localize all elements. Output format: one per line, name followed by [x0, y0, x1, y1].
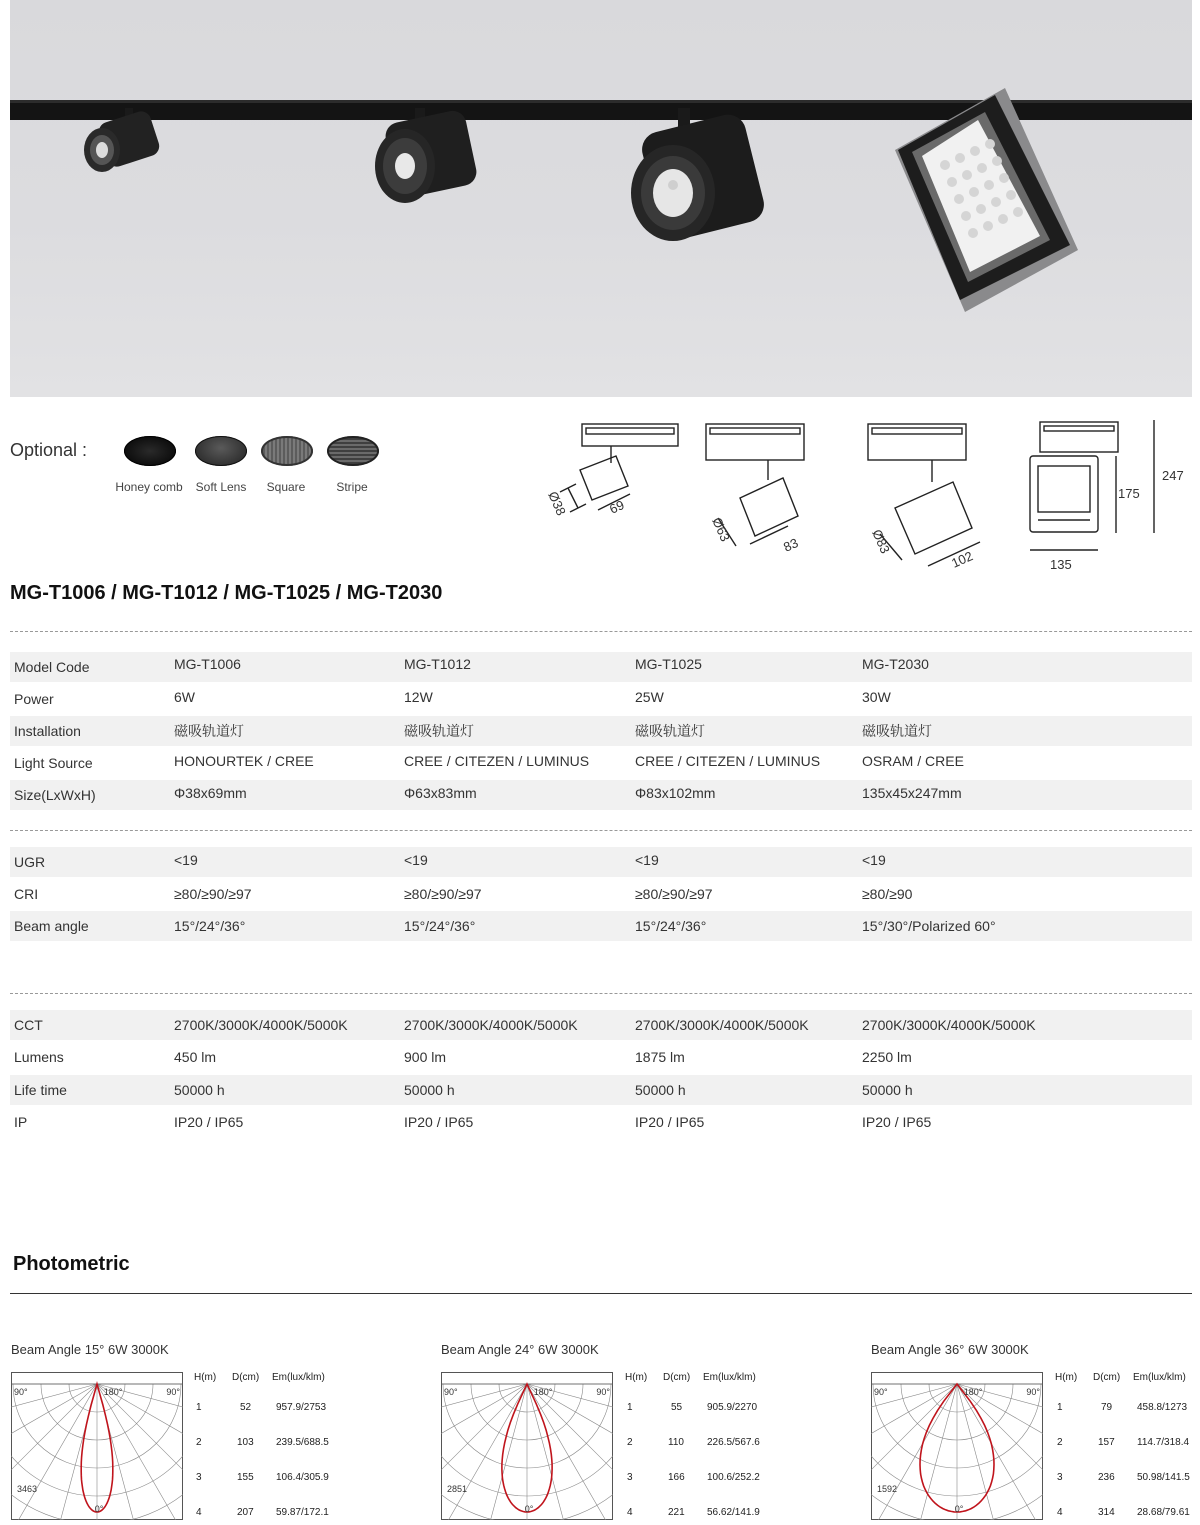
polar-label-bottom: 0° [94, 1504, 104, 1514]
table-cell: 2 [1057, 1437, 1063, 1448]
spec-value: 2250 lm [862, 1049, 912, 1065]
table-cell: 3 [1057, 1472, 1063, 1483]
spec-row-life-time [10, 1075, 1192, 1105]
spec-value: 25W [635, 689, 664, 705]
photometric-rule [10, 1293, 1192, 1294]
dim-t2030-height-small: 175 [1118, 486, 1140, 501]
polar-peak-value: 2851 [447, 1484, 468, 1494]
lens-label-honeycomb: Honey comb [115, 480, 183, 494]
polar-peak-value: 3463 [17, 1484, 38, 1494]
spec-label: CRI [14, 886, 39, 902]
spec-value: ≥80/≥90/≥97 [174, 886, 252, 902]
polar-diagram-24 [441, 1372, 613, 1520]
spec-row-beam-angle [10, 911, 1192, 941]
spec-value: 1875 lm [635, 1049, 685, 1065]
table-cell: 957.9/2753 [276, 1402, 327, 1413]
polar-label-bottom: 0° [954, 1504, 964, 1514]
spec-label: Power [14, 691, 54, 707]
spec-label: IP [14, 1114, 28, 1130]
table-cell: 106.4/305.9 [276, 1472, 329, 1483]
table-cell: 458.8/1273 [1137, 1402, 1188, 1413]
spec-value: ≥80/≥90/≥97 [635, 886, 713, 902]
spec-value: 磁吸轨道灯 [174, 723, 244, 739]
spec-value: 15°/24°/36° [174, 918, 246, 934]
honeycomb-lens-icon [124, 436, 176, 466]
table-cell: 1 [1057, 1402, 1063, 1413]
beam-title-36: Beam Angle 36° 6W 3000K [871, 1342, 1029, 1357]
square-lens-icon [261, 436, 313, 466]
spec-row-model-code [10, 652, 1192, 682]
spec-label: CCT [14, 1017, 43, 1033]
table-cell: 1 [627, 1402, 633, 1413]
spec-value: <19 [404, 852, 428, 868]
polar-label-right: 90° [166, 1387, 180, 1397]
spec-label: Size(LxWxH) [14, 787, 96, 803]
col-header-em: Em(lux/klm) [1133, 1372, 1186, 1383]
spec-value: ≥80/≥90/≥97 [404, 886, 482, 902]
lens-label-soft: Soft Lens [195, 480, 247, 494]
lens-label-square: Square [266, 480, 306, 494]
spec-row-power [10, 684, 1192, 714]
table-cell: 2 [627, 1437, 633, 1448]
dim-t1012-length: 83 [781, 535, 801, 555]
divider [10, 830, 1192, 831]
col-header-d: D(cm) [663, 1372, 691, 1383]
dim-t1006-diameter: Ø38 [545, 489, 569, 518]
spec-value: MG-T1006 [174, 656, 241, 672]
col-header-d: D(cm) [232, 1372, 260, 1383]
table-cell: 56.62/141.9 [707, 1507, 760, 1518]
soft-lens-icon [195, 436, 247, 466]
polar-label-right: 90° [596, 1387, 610, 1397]
spec-value: <19 [635, 852, 659, 868]
spec-value: 2700K/3000K/4000K/5000K [635, 1017, 809, 1033]
spec-value: 磁吸轨道灯 [862, 723, 932, 739]
photometric-table-24 [625, 1372, 775, 1522]
polar-label-top: 180° [533, 1387, 553, 1397]
table-cell: 110 [668, 1437, 684, 1448]
spec-value: 15°/24°/36° [635, 918, 707, 934]
table-cell: 157 [1098, 1437, 1115, 1448]
spec-value: 15°/24°/36° [404, 918, 476, 934]
spec-value: MG-T1012 [404, 656, 471, 672]
table-cell: 4 [627, 1507, 633, 1518]
dim-t2030-width: 135 [1050, 557, 1072, 572]
spec-value: Φ63x83mm [404, 785, 477, 801]
beam-title-24: Beam Angle 24° 6W 3000K [441, 1342, 599, 1357]
spec-value: IP20 / IP65 [635, 1114, 705, 1130]
spec-value: 2700K/3000K/4000K/5000K [862, 1017, 1036, 1033]
spec-row-ugr [10, 847, 1192, 877]
polar-label-left: 90° [444, 1387, 458, 1397]
col-header-em: Em(lux/klm) [272, 1372, 325, 1383]
dim-t1025-diameter: Ø83 [869, 527, 893, 556]
spec-value: 磁吸轨道灯 [635, 723, 705, 739]
spec-value: MG-T1025 [635, 656, 702, 672]
spec-value: Φ38x69mm [174, 785, 247, 801]
spec-value: 15°/30°/Polarized 60° [862, 918, 996, 934]
table-cell: 100.6/252.2 [707, 1472, 760, 1483]
dim-t2030-height-total: 247 [1162, 468, 1184, 483]
spec-value: 50000 h [174, 1082, 225, 1098]
spec-value: 2700K/3000K/4000K/5000K [404, 1017, 578, 1033]
spec-label: UGR [14, 854, 46, 870]
photometric-table-15 [194, 1372, 344, 1522]
dim-t1025-length: 102 [949, 548, 976, 571]
model-title: MG-T1006 / MG-T1012 / MG-T1025 / MG-T2030 [10, 582, 443, 604]
beam-title-15: Beam Angle 15° 6W 3000K [11, 1342, 169, 1357]
photometric-title: Photometric [13, 1253, 130, 1275]
polar-label-right: 90° [1026, 1387, 1040, 1397]
polar-label-left: 90° [14, 1387, 28, 1397]
spec-row-installation [10, 716, 1192, 746]
lens-label-stripe: Stripe [336, 480, 368, 494]
table-cell: 226.5/567.6 [707, 1437, 760, 1448]
spec-value: 12W [404, 689, 433, 705]
spec-value: 50000 h [404, 1082, 455, 1098]
col-header-h: H(m) [1055, 1372, 1078, 1383]
dim-t1006-length: 69 [607, 497, 627, 517]
spec-value: HONOURTEK / CREE [174, 753, 314, 769]
spec-value: 50000 h [862, 1082, 913, 1098]
polar-label-top: 180° [103, 1387, 123, 1397]
photometric-table-36 [1055, 1372, 1195, 1522]
spec-value: 135x45x247mm [862, 785, 962, 801]
table-cell: 79 [1101, 1402, 1113, 1413]
table-cell: 221 [668, 1507, 685, 1518]
table-cell: 59.87/172.1 [276, 1507, 329, 1518]
spec-value: 450 lm [174, 1049, 217, 1065]
polar-diagram-15 [11, 1372, 183, 1520]
polar-label-top: 180° [963, 1387, 983, 1397]
spec-value: 磁吸轨道灯 [404, 723, 474, 739]
spec-row-size [10, 780, 1192, 810]
table-cell: 207 [237, 1507, 254, 1518]
spec-value: <19 [862, 852, 886, 868]
spec-value: ≥80/≥90 [862, 886, 913, 902]
spec-label: Installation [14, 723, 81, 739]
spec-value: IP20 / IP65 [174, 1114, 244, 1130]
spec-value: <19 [174, 852, 198, 868]
table-cell: 50.98/141.5 [1137, 1472, 1190, 1483]
spec-value: 6W [174, 689, 195, 705]
col-header-h: H(m) [625, 1372, 648, 1383]
table-cell: 4 [1057, 1507, 1063, 1518]
table-cell: 905.9/2270 [707, 1402, 758, 1413]
hero-product-image [10, 0, 1192, 397]
table-cell: 3 [627, 1472, 633, 1483]
spec-row-ip [10, 1107, 1192, 1137]
spec-row-lumens [10, 1042, 1192, 1072]
spec-label: Life time [14, 1082, 67, 1098]
table-cell: 3 [196, 1472, 202, 1483]
dimension-drawings [540, 408, 1192, 578]
polar-peak-value: 1592 [877, 1484, 898, 1494]
spec-value: CREE / CITEZEN / LUMINUS [635, 753, 821, 769]
spec-row-light-source [10, 748, 1192, 778]
polar-label-left: 90° [874, 1387, 888, 1397]
track-lights-illustration [10, 0, 1192, 397]
col-header-h: H(m) [194, 1372, 217, 1383]
spec-value: 2700K/3000K/4000K/5000K [174, 1017, 348, 1033]
spec-value: MG-T2030 [862, 656, 929, 672]
col-header-em: Em(lux/klm) [703, 1372, 756, 1383]
table-cell: 236 [1098, 1472, 1115, 1483]
col-header-d: D(cm) [1093, 1372, 1121, 1383]
table-cell: 52 [240, 1402, 252, 1413]
table-cell: 103 [237, 1437, 254, 1448]
spec-value: 900 lm [404, 1049, 447, 1065]
dim-t1012-diameter: Ø63 [709, 515, 733, 544]
spec-row-cri [10, 879, 1192, 909]
divider [10, 631, 1192, 632]
spec-value: CREE / CITEZEN / LUMINUS [404, 753, 590, 769]
spec-row-cct [10, 1010, 1192, 1040]
spec-value: OSRAM / CREE [862, 753, 964, 769]
spec-label: Light Source [14, 755, 93, 771]
spec-value: 50000 h [635, 1082, 686, 1098]
polar-diagram-36 [871, 1372, 1043, 1520]
table-cell: 1 [196, 1402, 202, 1413]
table-cell: 155 [237, 1472, 254, 1483]
table-cell: 239.5/688.5 [276, 1437, 329, 1448]
table-cell: 55 [671, 1402, 683, 1413]
table-cell: 28.68/79.61 [1137, 1507, 1190, 1518]
spec-value: Φ83x102mm [635, 785, 716, 801]
spec-label: Beam angle [14, 918, 89, 934]
spec-label: Model Code [14, 659, 90, 675]
spec-value: IP20 / IP65 [862, 1114, 932, 1130]
spec-value: IP20 / IP65 [404, 1114, 474, 1130]
divider [10, 993, 1192, 994]
table-cell: 4 [196, 1507, 202, 1518]
table-cell: 314 [1098, 1507, 1115, 1518]
optional-label: Optional : [10, 440, 88, 460]
spec-value: 30W [862, 689, 891, 705]
stripe-lens-icon [327, 436, 379, 466]
polar-label-bottom: 0° [524, 1504, 534, 1514]
table-cell: 2 [196, 1437, 202, 1448]
spec-label: Lumens [14, 1049, 64, 1065]
table-cell: 166 [668, 1472, 685, 1483]
table-cell: 114.7/318.4 [1137, 1437, 1190, 1448]
